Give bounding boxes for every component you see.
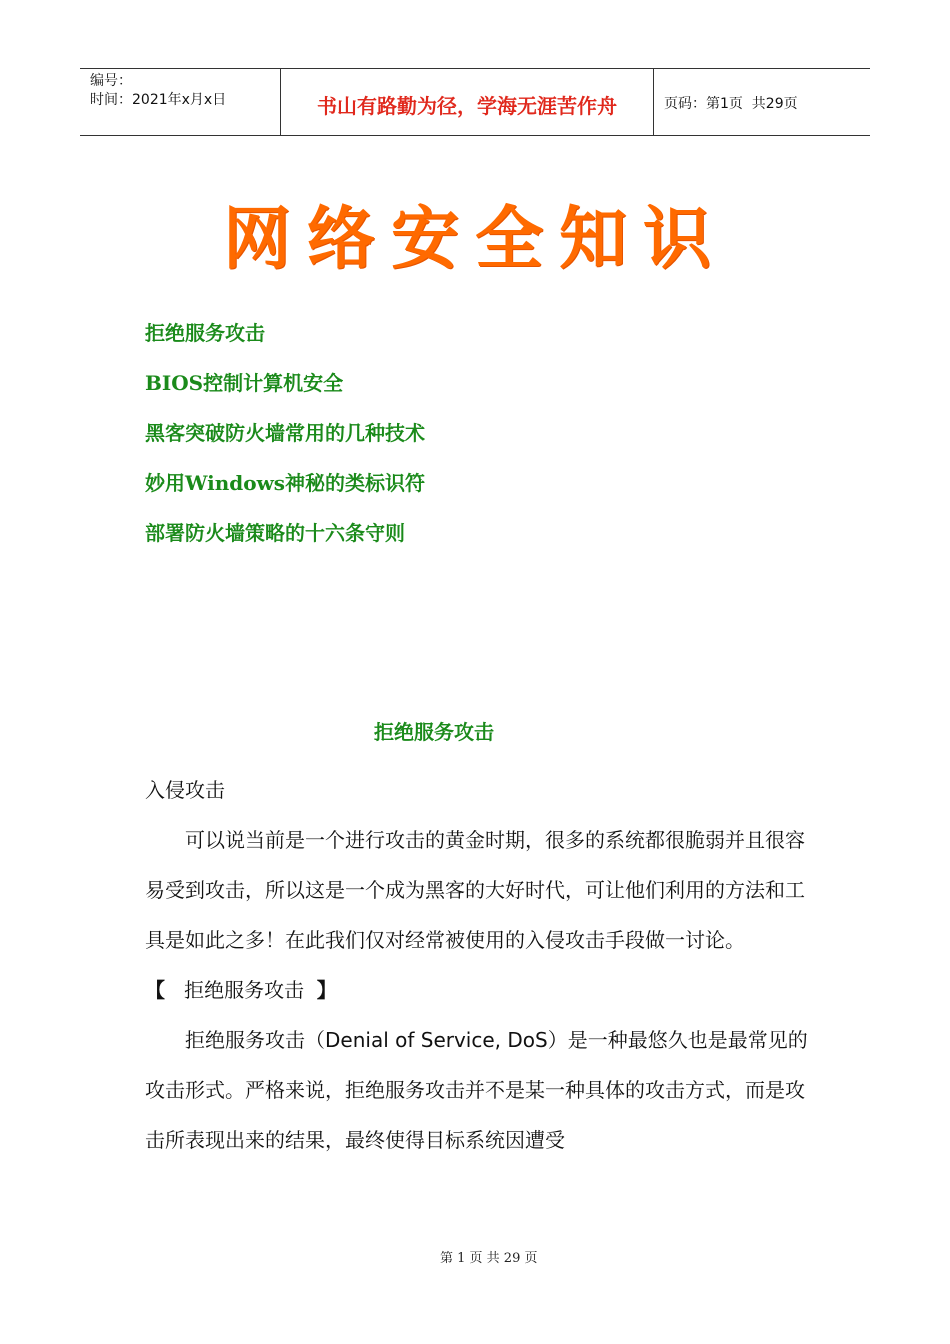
subheading: 入侵攻击	[145, 778, 225, 802]
page-header	[80, 68, 870, 136]
toc-item[interactable]: 妙用Windows神秘的类标识符	[145, 471, 426, 495]
bracket-title: 拒绝服务攻击	[184, 978, 305, 1002]
paragraph: 可以说当前是一个进行攻击的黄金时期，很多的系统都很脆弱并且很容易受到攻击，所以这是一个成为黑客的大好时代，可让他们利用的方法和工具是如此之多！在此我们仅对经常被使用的入侵攻击手段做一讨论。	[145, 828, 805, 952]
paragraph	[145, 1015, 810, 1165]
toc-item[interactable]: BIOS控制计算机安全	[145, 371, 344, 395]
para2-term: Denial of Service, DoS	[325, 1028, 548, 1052]
table-of-contents	[145, 318, 425, 568]
para2-start: 拒绝服务攻击（	[185, 1028, 325, 1052]
toc-item[interactable]: 黑客突破防火墙常用的几种技术	[145, 421, 425, 445]
page-info: 页码：第1页 共29页	[664, 96, 798, 112]
section-body	[145, 765, 810, 1165]
bracket-open: 【	[145, 978, 165, 1002]
motto: 书山有路勤为径，学海无涯苦作舟	[281, 69, 654, 135]
time-label: 时间：2021年x月x日	[90, 92, 227, 108]
document-title: 网络安全知识	[222, 200, 727, 279]
serial-label: 编号：	[90, 73, 132, 89]
bracket-heading	[145, 965, 810, 1015]
bracket-close: 】	[316, 978, 337, 1002]
para2-rest: ）是一种最悠久也是最常见的攻击形式。严格来说，拒绝服务攻击并不是某一种具体的攻击方式，而是攻击所表现出来的结果，最终使得目标系统因遭受	[145, 1028, 808, 1152]
header-page-info	[654, 69, 870, 135]
toc-item[interactable]: 部署防火墙策略的十六条守则	[145, 521, 405, 545]
toc-item[interactable]: 拒绝服务攻击	[145, 321, 265, 345]
section-heading: 拒绝服务攻击	[374, 720, 494, 744]
header-left-cell	[80, 69, 281, 135]
page-footer: 第 1 页 共 29 页	[440, 1251, 538, 1266]
